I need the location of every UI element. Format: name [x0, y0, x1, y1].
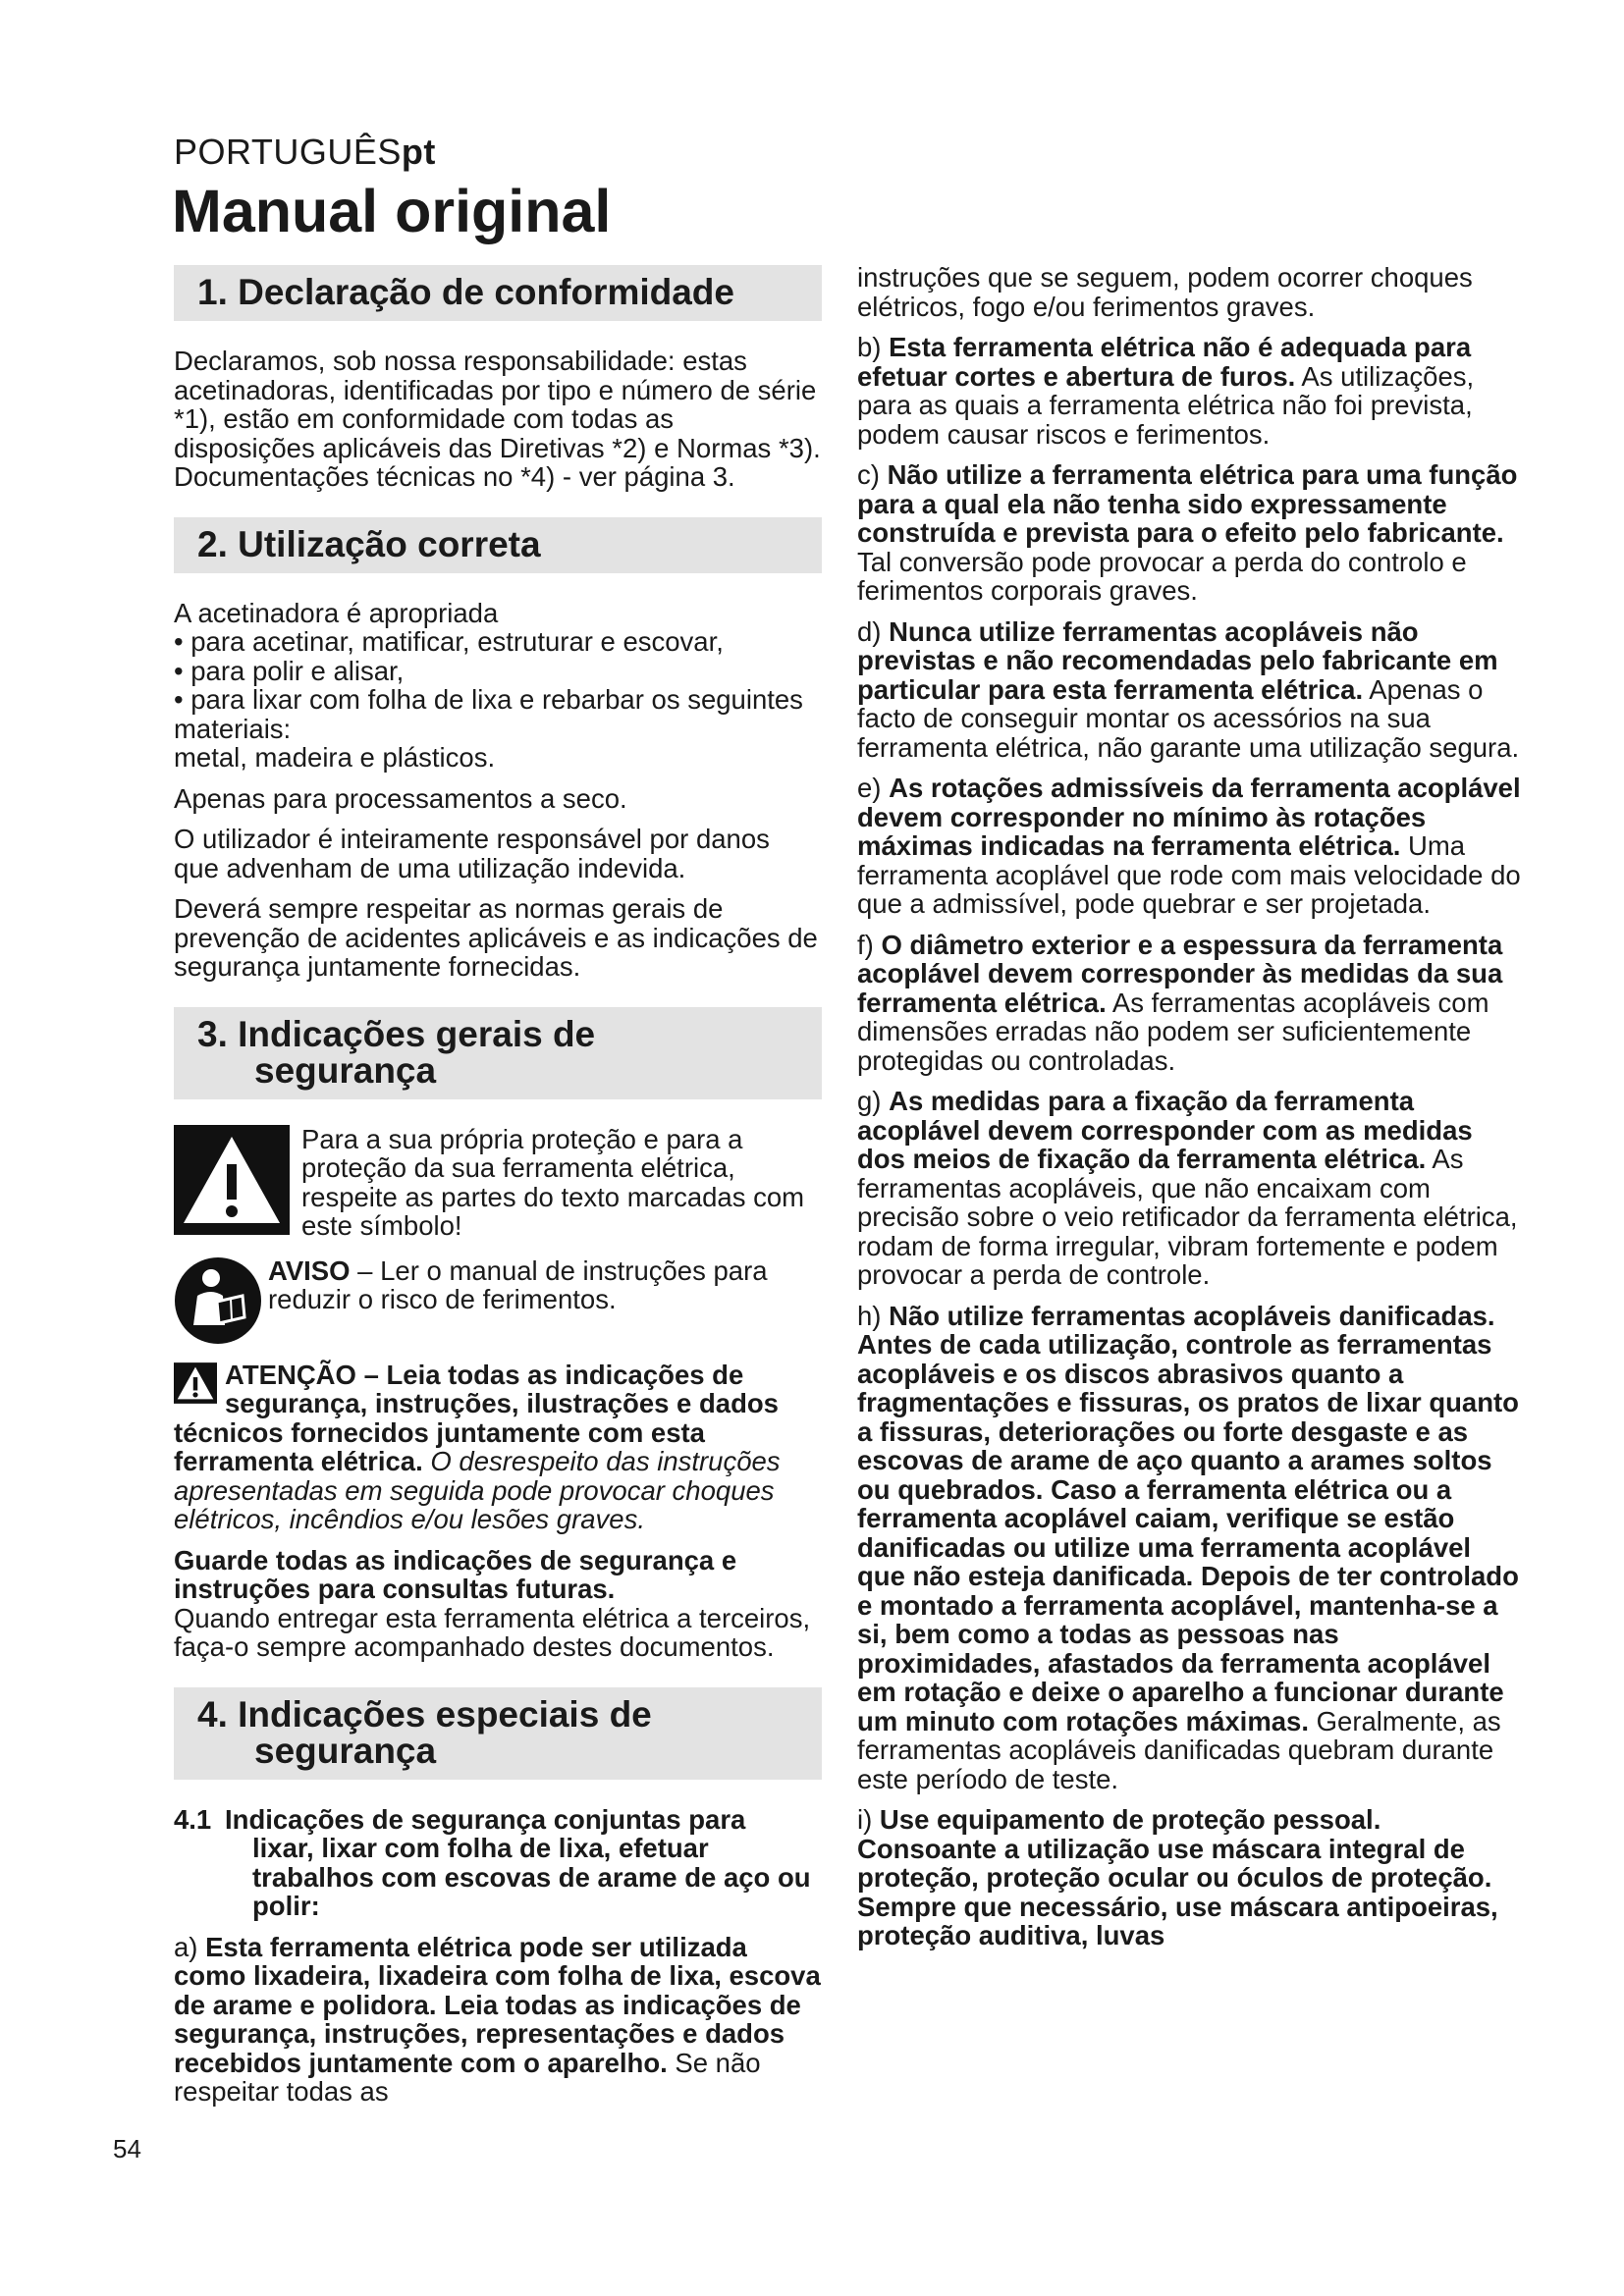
item-e — [857, 774, 1525, 919]
item-d-text: Apenas o facto de conseguir montar os acessórios na sua ferramenta elétrica, não garante uma utilização segura. — [857, 673, 1520, 763]
item-c-label: c) — [857, 459, 888, 490]
section-4-heading-box — [174, 1687, 822, 1780]
item-h-text: Geralmente, as ferramentas acopláveis danificadas quebram durante este período de teste. — [857, 1705, 1501, 1794]
section-1-text: Declaramos, sob nossa responsabilidade: estas acetinadoras, identificadas por tipo e número de série *1), estão em conformidade com todas as disposições aplicáveis das Diretivas *2) e Normas *3). Documentações técnicas no *4) - ver página 3. — [174, 346, 821, 492]
item-h — [857, 1302, 1525, 1794]
section-3-heading-box — [174, 1007, 822, 1099]
item-h-bold: Não utilize ferramentas acopláveis danificadas. Antes de cada utilização, controle as ferramentas acopláveis e os discos abrasivos quanto a fragmentações e fissuras, os pratos de lixar quanto a fissuras, deteriorações ou forte desgaste e as escovas de arame de aço quanto a arames soltos ou quebrados. Caso a ferramenta elétrica ou a ferramenta acoplável caiam, verifique se estão danificadas ou utilize uma ferramenta acoplável que não esteja danificada. Depois de ter controlado e montado a ferramenta acoplável, mantenha-se a si, bem como a todas as pessoas nas proximidades, afastados da ferramenta acoplável em rotação e deixe o aparelho a funcionar durante um minuto com rotações máximas. — [857, 1300, 1519, 1736]
language-code: pt — [401, 132, 436, 172]
section-2-intro: A acetinadora é apropriada — [174, 597, 499, 628]
item-a-bold: Esta ferramenta elétrica pode ser utilizada como lixadeira, lixadeira com folha de lixa, escova de arame e polidora. Leia todas as indicações de segurança, instruções, representações e dados recebidos juntamente com o aparelho. — [174, 1931, 821, 2078]
warning-triangle-small-icon — [174, 1362, 217, 1404]
item-h-label: h) — [857, 1300, 890, 1331]
section-2-paragraph: Deverá sempre respeitar as normas gerais de prevenção de acidentes aplicáveis e as indicações de segurança juntamente fornecidas. — [174, 893, 818, 982]
subsection-4-1-heading — [174, 1805, 822, 1921]
aviso-text — [268, 1256, 822, 1314]
materials-text: metal, madeira e plásticos. — [174, 742, 496, 773]
section-3-heading-line2: segurança — [254, 1049, 437, 1091]
section-2-paragraph: O utilizador é inteiramente responsável por danos que advenham de uma utilização indevida. — [174, 824, 770, 883]
guarde-text: Quando entregar esta ferramenta elétrica a terceiros, faça-o sempre acompanhado destes documentos. — [174, 1602, 811, 1662]
left-column — [174, 265, 822, 2118]
subsection-number: 4.1 — [174, 1803, 212, 1835]
item-g — [857, 1087, 1525, 1290]
atencao-bold: ATENÇÃO – Leia todas as indicações de segurança, instruções, ilustrações e dados técnicos fornecidos juntamente com esta ferramenta elétrica. — [174, 1359, 779, 1476]
item-b-label: b) — [857, 332, 890, 362]
section-4-heading — [197, 1693, 804, 1771]
subsection-title-line1: Indicações de segurança conjuntas para — [225, 1803, 746, 1835]
item-f-bold: O diâmetro exterior e a espessura da ferramenta acoplável devem corresponder às medidas da sua ferramenta elétrica. — [857, 929, 1503, 1018]
item-c-text: Tal conversão pode provocar a perda do controlo e ferimentos corporais graves. — [857, 546, 1467, 606]
item-b-bold: Esta ferramenta elétrica não é adequada para efetuar cortes e abertura de furos. — [857, 332, 1472, 392]
section-1-heading: 1. Declaração de conformidade — [197, 272, 734, 312]
item-c-bold: Não utilize a ferramenta elétrica para uma função para a qual ela não tenha sido expressamente construída e prevista para o efeito pelo fabricante. — [857, 459, 1518, 548]
warning-symbol-text: Para a sua própria proteção e para a proteção da sua ferramenta elétrica, respeite as partes do texto marcadas com este símbolo! — [301, 1123, 805, 1241]
item-c — [857, 460, 1525, 606]
aviso-label: AVISO — [268, 1255, 351, 1286]
atencao-paragraph — [174, 1361, 822, 1534]
continuation-text: instruções que se seguem, podem ocorrer choques elétricos, fogo e/ou ferimentos graves. — [857, 262, 1473, 322]
language-label: PORTUGUÊS — [174, 132, 402, 172]
item-f-label: f) — [857, 929, 882, 960]
guarde-paragraph — [174, 1546, 822, 1662]
bullet-item: • para acetinar, matificar, estruturar e escovar, — [174, 626, 724, 657]
item-d — [857, 617, 1525, 763]
bullet-item: • para polir e alisar, — [174, 655, 405, 686]
item-a — [174, 1933, 822, 2107]
item-b-text: As utilizações, para as quais a ferramenta elétrica não foi prevista, podem causar riscos e ferimentos. — [857, 360, 1475, 450]
page-number: 54 — [113, 2134, 141, 2163]
item-i-label: i) — [857, 1804, 880, 1835]
guarde-bold: Guarde todas as indicações de segurança e instruções para consultas futuras. — [174, 1544, 737, 1604]
section-4-heading-line1: 4. Indicações especiais de — [197, 1693, 652, 1735]
section-2-heading-box — [174, 517, 822, 573]
section-2-heading: 2. Utilização correta — [197, 523, 541, 564]
item-e-bold: As rotações admissíveis da ferramenta acoplável devem corresponder no mínimo às rotações máximas indicadas na ferramenta elétrica. — [857, 773, 1521, 861]
atencao-italic: O desrespeito das instruções apresentadas em seguida pode provocar choques elétricos, incêndios e/ou lesões graves. — [174, 1446, 781, 1534]
section-1-heading-box — [174, 265, 822, 321]
item-e-text: Uma ferramenta acoplável que rode com mais velocidade do que a admissível, pode quebrar e ser projetada. — [857, 830, 1521, 919]
item-i-bold: Use equipamento de proteção pessoal. Consoante a utilização use máscara integral de proteção, proteção ocular ou óculos de proteção. Sempre que necessário, use máscara antipoeiras, proteção auditiva, luvas — [857, 1804, 1498, 1950]
item-g-label: g) — [857, 1086, 890, 1116]
section-3-heading-line1: 3. Indicações gerais de — [197, 1013, 596, 1054]
aviso-body: – Ler o manual de instruções para reduzir o risco de ferimentos. — [268, 1255, 768, 1314]
item-a-text: Se não respeitar todas as — [174, 2047, 761, 2107]
language-header — [174, 132, 436, 173]
item-f — [857, 931, 1525, 1076]
bullet-item: • para lixar com folha de lixa e rebarbar os seguintes materiais: — [174, 684, 803, 744]
warning-symbol-row — [174, 1125, 822, 1241]
item-d-label: d) — [857, 615, 890, 647]
page-title: Manual original — [172, 178, 612, 244]
section-4-heading-line2: segurança — [254, 1730, 437, 1771]
item-b — [857, 333, 1525, 449]
subsection-title-rest: lixar, lixar com folha de lixa, efetuar trabalhos com escovas de arame de aço ou polir: — [252, 1833, 811, 1921]
warning-triangle-icon — [174, 1125, 290, 1235]
section-2-paragraph: Apenas para processamentos a seco. — [174, 782, 627, 814]
item-d-bold: Nunca utilize ferramentas acopláveis não previstas e não recomendadas pelo fabricante em particular para esta ferramenta elétrica. — [857, 615, 1498, 705]
item-a-label: a) — [174, 1931, 206, 1962]
aviso-row — [174, 1256, 822, 1345]
item-e-label: e) — [857, 773, 890, 803]
right-column — [857, 263, 1525, 1962]
item-g-bold: As medidas para a fixação da ferramenta acoplável devem corresponder com as medidas dos meios de fixação da ferramenta elétrica. — [857, 1086, 1473, 1174]
section-2-intro-block — [174, 599, 822, 773]
item-f-text: As ferramentas acopláveis com dimensões erradas não podem ser suficientemente protegidas ou controladas. — [857, 987, 1489, 1076]
read-manual-icon — [174, 1256, 262, 1345]
section-3-heading — [197, 1013, 804, 1091]
item-i — [857, 1805, 1525, 1950]
item-g-text: As ferramentas acopláveis, que não encaixam com precisão sobre o veio retificador da ferramenta elétrica, rodam de forma irregular, vibram fortemente e podem provocar a perda de controle. — [857, 1144, 1518, 1290]
